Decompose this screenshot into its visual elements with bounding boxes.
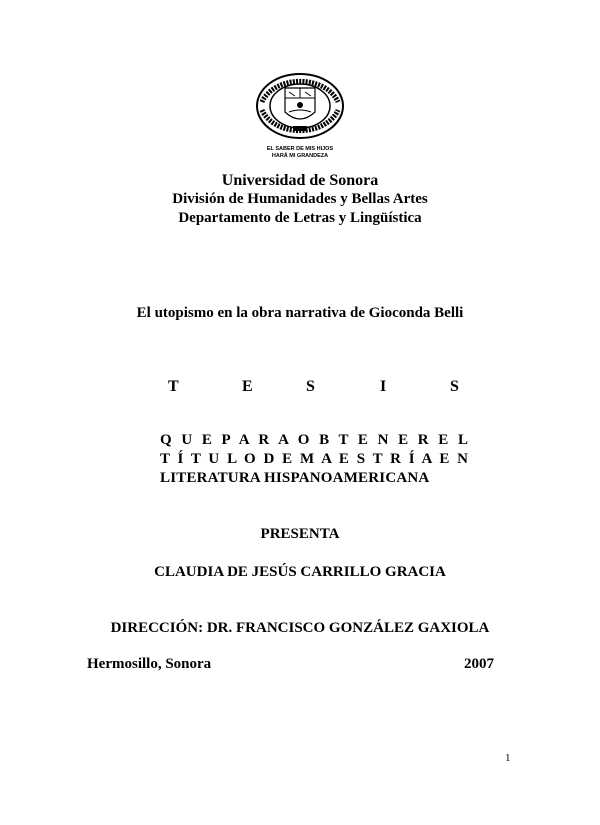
tesis-letter: T	[168, 378, 179, 395]
page-number: 1	[505, 752, 511, 764]
year: 2007	[464, 656, 494, 672]
presenta-label: PRESENTA	[260, 526, 340, 542]
department-name: Departamento de Letras y Lingüística	[178, 210, 422, 226]
degree-line-2: T Í T U L O D E M A E S T R Í A E N	[160, 451, 470, 467]
tesis-letter: S	[450, 378, 459, 395]
degree-line-3: LITERATURA HISPANOAMERICANA	[160, 470, 430, 486]
division-name: División de Humanidades y Bellas Artes	[172, 191, 428, 207]
tesis-letter: S	[306, 378, 315, 395]
place: Hermosillo, Sonora	[87, 656, 212, 672]
thesis-title: El utopismo en la obra narrativa de Gioconda Belli	[136, 305, 464, 321]
tesis-letter: I	[380, 378, 387, 395]
university-name: Universidad de Sonora	[221, 172, 379, 189]
thesis-director: DIRECCIÓN: DR. FRANCISCO GONZÁLEZ GAXIOLA	[110, 620, 490, 636]
motto-line-2: HARÁ MI GRANDEZA	[271, 153, 329, 159]
degree-line-1: Q U E P A R A O B T E N E R E L	[160, 432, 470, 448]
motto-line-1: EL SABER DE MIS HIJOS	[266, 146, 334, 152]
author-name: CLAUDIA DE JESÚS CARRILLO GRACIA	[154, 564, 446, 580]
tesis-heading	[160, 378, 460, 398]
university-seal-logo	[255, 72, 345, 140]
university-motto	[230, 146, 370, 160]
tesis-letter: E	[242, 378, 253, 395]
